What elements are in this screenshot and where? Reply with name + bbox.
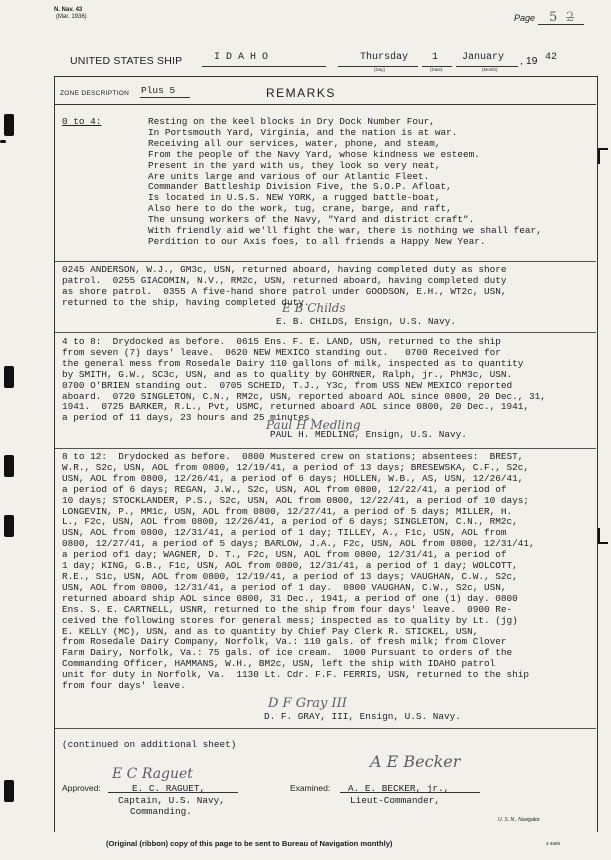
entry-line: ceived the following stores for general mess; inspected as to quality by Lt. (jg): [62, 614, 518, 626]
page-label: Page: [514, 13, 536, 23]
entry-line: USN, AOL from 0800, 12/31/41, a period of 1 day; TILLEY, A., F1c, USN, AOL from: [62, 527, 507, 539]
poem-line: Are units large and various of our Atlantic Fleet.: [148, 170, 430, 182]
punch-mark: [598, 148, 608, 164]
poem-line: Also here to do the work, tug, crane, barge, and raft,: [148, 203, 452, 215]
entry-line: USN, AOL from 0800, 12/31/41, a period of 1 day. 0800 VAUGHAN, C.W., S2c, USN,: [62, 581, 507, 593]
entry-line: returned to the ship, having completed duty.: [62, 296, 310, 308]
examined-label: Examined:: [290, 783, 331, 793]
entry-line: Commanding Officer, HAMMANS, W.H., BM2c, USN, left the ship with IDAHO patrol: [62, 658, 496, 670]
entry-line: a period of 11 days, 23 hours and 25 minutes.: [62, 412, 316, 424]
poem-line: In Portsmouth Yard, Virginia, and the nation is at war.: [148, 126, 458, 138]
poem-line: The unsung workers of the Navy, "Yard and district craft".: [148, 214, 475, 226]
poem-line: With friendly aid we'll fight the war, there is nothing we shall fear,: [148, 225, 542, 237]
ship-label: UNITED STATES SHIP: [70, 55, 183, 67]
entry-line: patrol. 0255 GIACOMIN, N.V., RM2c, USN, returned aboard, having completed duty: [62, 274, 507, 286]
entry-line: Farm Dairy, Norfolk, Va.: 75 gals. of ice cream. 1000 Pursuant to orders of the: [62, 647, 513, 659]
binder-tick: [0, 140, 6, 143]
poem-line: Present in the yard with us, they look so very neat,: [148, 159, 441, 171]
entry-line: 0700 O'BRIEN standing out. 0705 SCHEID, T.J., Y3c, from USS NEW MEXICO reported: [62, 379, 513, 391]
watch-3-officer: D. F. GRAY, III, Ensign, U.S. Navy.: [264, 711, 461, 722]
entry-line: 8 to 12: Drydocked as before. 0800 Mustered crew on stations; absentees: BREST,: [62, 451, 524, 462]
poem-line: Commander Battleship Division Five, the S.O.P. Afloat,: [148, 181, 452, 193]
header-rule: [55, 104, 596, 105]
entry-line: a period of 6 days; REGAN, J.W., S2c, USN, AOL from 0800, 12/22/41, a period of: [62, 483, 507, 495]
entry-line: as shore patrol. 0355 A five-hand shore patrol under GOODSON, E.H., WT2c, USN,: [62, 285, 507, 297]
page-number-overwrite: 2: [566, 10, 575, 25]
remarks-title: REMARKS: [266, 86, 336, 100]
zone-value: Plus 5: [141, 85, 176, 96]
entry-line: LONGEVIN, P., MM1c, USN, AOL from 0800, 12/27/41, a period of 5 days; MILLER, H.: [62, 505, 513, 517]
entry-line: aboard. 0720 SINGLETON, C.N., RM2c, USN, reported aboard AOL since 0800, 20 Dec., 31,: [62, 390, 546, 402]
poem-line: Perdition to our Axis foes, to all friends a Happy New Year.: [148, 235, 486, 247]
punch-mark: [598, 528, 608, 544]
entry-line: a period of1 day; WAGNER, D. T., F2c, USN, AOL from 0800, 12/31/41, a period of: [62, 549, 507, 561]
entry-line: returned aboard ship AOL since 0800, 31 Dec., 1941, a period of one (1) day. 0800: [62, 592, 518, 604]
entry-line: 0800, 12/27/41, a period of 5 days; BARLOW, J.A., F2c, USN, AOL from 0800, 12/31/41,: [62, 538, 535, 550]
page-number: 5: [549, 10, 558, 25]
watch-2-entries: [62, 337, 546, 424]
entry-line: USN, AOL from 0800, 12/26/41, a period of 6 days; HOLLEN, W.B., AS, USN, 12/26/41,: [62, 472, 524, 484]
examined-signature: A E Becker: [370, 752, 461, 771]
poem-line: Receiving all our services, water, phone, and steam,: [148, 137, 441, 149]
watch-2-officer: PAUL H. MEDLING, Ensign, U.S. Navy.: [270, 429, 467, 440]
binder-hole: [4, 455, 14, 477]
ruled-line: [55, 448, 596, 449]
continued-note: (continued on additional sheet): [62, 739, 237, 750]
log-day: Thursday: [360, 52, 409, 63]
binder-hole: [4, 515, 14, 537]
watch-3-entries: [62, 452, 535, 692]
year-prefix: , 19: [520, 55, 538, 67]
examined-name: A. E. BECKER, jr.,: [348, 783, 450, 794]
approved-label: Approved:: [62, 783, 101, 793]
ruled-line: [55, 728, 596, 729]
binder-hole: [4, 780, 14, 802]
ship-name-line: [202, 66, 326, 67]
poem-line: Is located in U.S.S. NEW YORK, a rugged battle-boat,: [148, 192, 441, 204]
entry-line: the general mess from Rosedale Dairy 110 gallons of milk, inspected as to quantity: [62, 357, 524, 369]
print-code: 4-4688: [546, 841, 561, 846]
binder-hole: [4, 114, 14, 136]
watch-1-poem: [148, 117, 542, 248]
approved-title-2: Commanding.: [130, 806, 192, 817]
entry-line: 0245 ANDERSON, W.J., GM3c, USN, returned aboard, having completed duty as shore: [62, 264, 507, 275]
form-number: N. Nav. 43: [54, 7, 83, 13]
month-caption: (Month): [482, 67, 498, 72]
approved-name: E. C. RAGUET,: [132, 783, 206, 794]
form-revision: (Mar. 1936): [56, 14, 87, 20]
page-number-line: [538, 10, 584, 25]
examined-title: Lieut-Commander,: [350, 795, 441, 806]
approved-title-1: Captain, U.S. Navy,: [118, 795, 225, 806]
log-date: 1: [432, 52, 439, 63]
entry-line: R.E., S1c, USN, AOL from 0800, 12/19/41, a period of 13 days; VAUGHAN, C.W., S2c,: [62, 570, 518, 582]
ship-name: I D A H O: [214, 52, 269, 63]
entry-line: by SMITH, G.W., SC3c, USN, and as to quality by GOHRNER, Ralph, jr., PhM3c, USN.: [62, 368, 513, 380]
entry-line: 4 to 8: Drydocked as before. 0615 Ens. F. E. LAND, USN, returned to the ship: [62, 336, 501, 347]
binder-hole: [4, 366, 14, 388]
entry-line: from Rosedale Dairy Company, Norfolk, Va.: 110 gals. of fresh milk; from Clover: [62, 636, 507, 648]
log-month: January: [462, 52, 505, 63]
bottom-note: (Original (ribbon) copy of this page to be sent to Bureau of Navigation monthly): [106, 839, 393, 848]
entry-line: from seven (7) days' leave. 0620 NEW MEXICO standing out. 0700 Received for: [62, 346, 501, 358]
entry-line: Ens. S. E. CARTNELL, USNR, returned to the ship from four days' leave. 0900 Re-: [62, 603, 513, 615]
date-caption: (Date): [430, 67, 443, 72]
zone-label: ZONE DESCRIPTION: [60, 90, 130, 97]
navigator-label: U. S. N., Navigator.: [498, 817, 541, 823]
entry-line: E. KELLY (MC), USN, and as to quantity by Chief Pay Clerk R. STICKEL, USN,: [62, 625, 479, 637]
watch-2-signature: Paul H Medling: [266, 418, 361, 432]
entry-line: from four days' leave.: [62, 680, 186, 692]
ruled-line: [55, 261, 596, 262]
watch-1-heading: 0 to 4:: [62, 116, 102, 127]
poem-line: From the people of the Navy Yard, whose kindness we esteem.: [148, 148, 480, 160]
day-caption: (Day): [374, 67, 385, 72]
entry-line: 1941. 0725 BARKER, R.L., Pvt, USMC, returned aboard AOL since 0800, 20 Dec., 1941,: [62, 401, 529, 413]
poem-line: Resting on the keel blocks in Dry Dock Number Four,: [148, 116, 435, 127]
watch-1-officer: E. B. CHILDS, Ensign, U.S. Navy.: [276, 316, 457, 327]
entry-line: unit for duty in Norfolk, Va. 1130 Lt. Cdr. F.F. FERRIS, USN, returned to the ship: [62, 669, 529, 681]
entry-line: 10 days; STOCKLANDER, P.S., S2c, USN, AOL from 0800, 12/22/41, a period of 10 days;: [62, 494, 529, 506]
approved-signature: E C Raguet: [112, 766, 193, 782]
entry-line: 1 day; KING, G.B., F1c, USN, AOL from 0800, 12/31/41, a period of 1 day; WOLCOTT,: [62, 560, 518, 572]
watch-1-signature: E B Childs: [282, 301, 346, 315]
watch-3-signature: D F Gray III: [268, 696, 347, 711]
ruled-line: [55, 332, 596, 333]
entry-line: L., F2c, USN, AOL from 0800, 12/26/41, a period of 6 days; SINGLETON, C.N., RM2c,: [62, 516, 518, 528]
year-typed: 42: [545, 52, 558, 63]
zone-line: [140, 97, 190, 98]
entry-line: W.R., S2c, USN, AOL from 0800, 12/19/41, a period of 13 days; BRESEWSKA, C.F., S2c,: [62, 461, 529, 473]
